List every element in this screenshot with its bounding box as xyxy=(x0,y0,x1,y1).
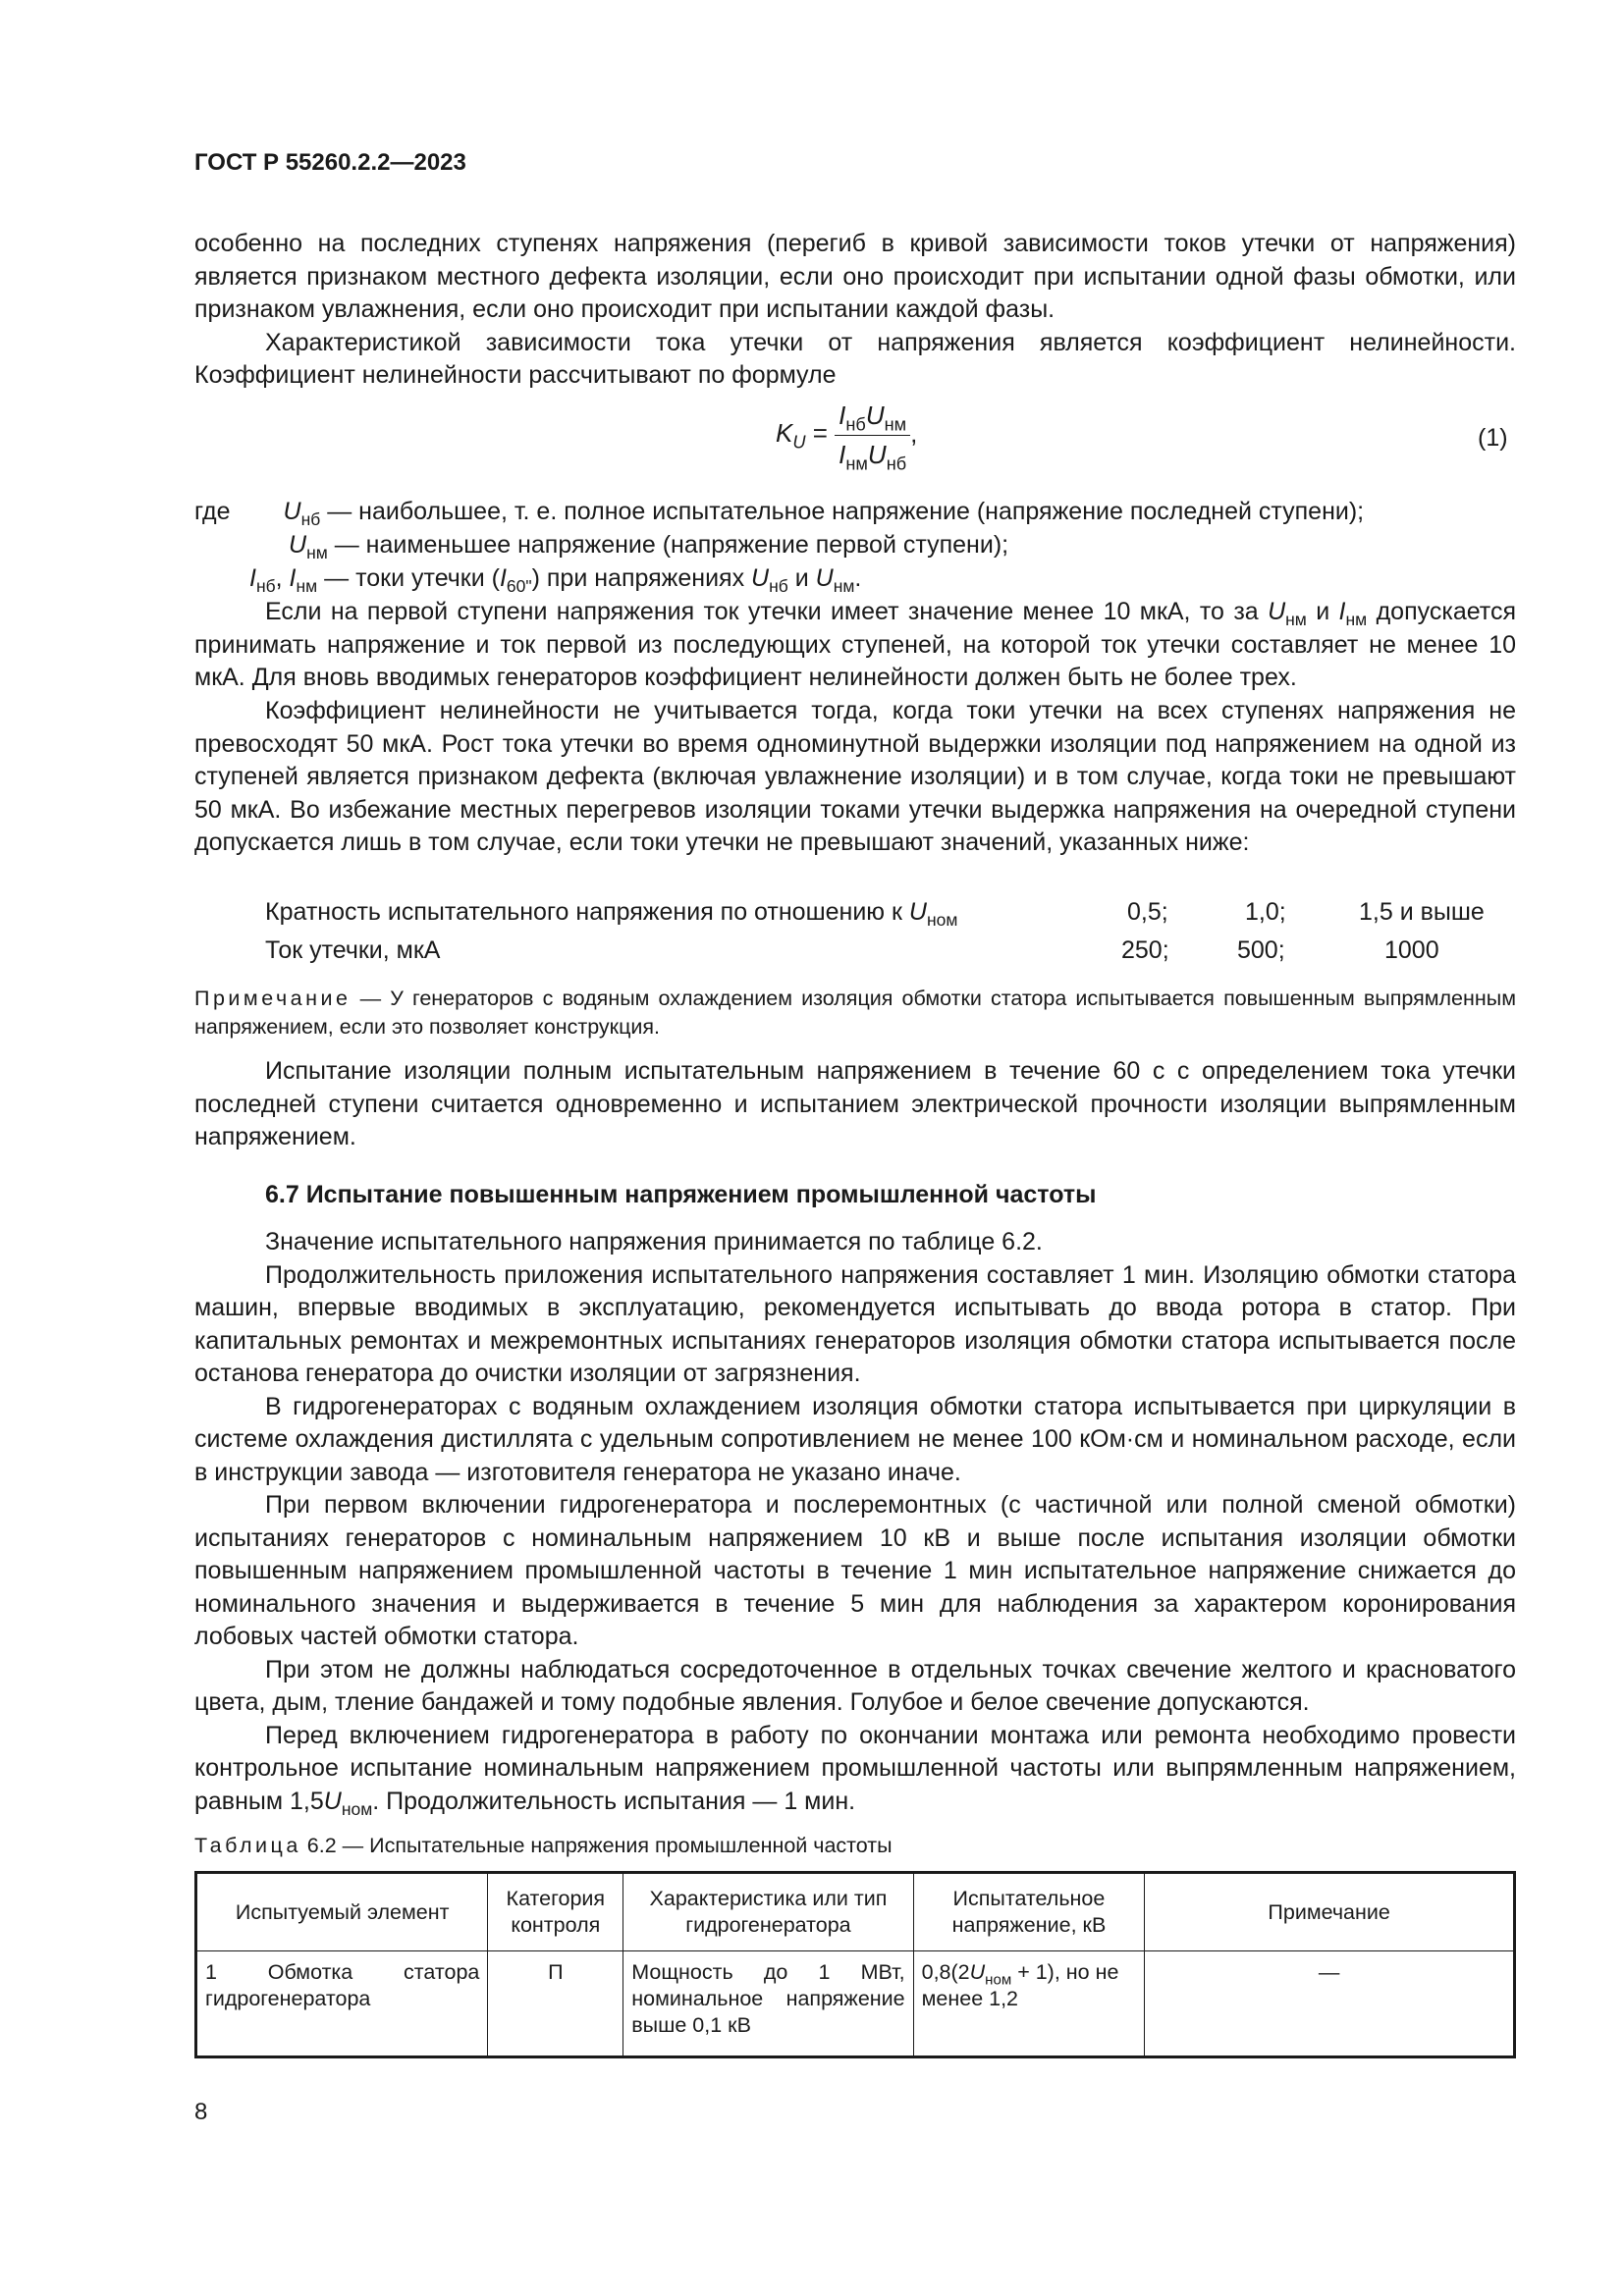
paragraph-5: Испытание изоляции полным испытательным напряжением в течение 60 с с определением тока утечки последней ступени считается одновременно и испытанием электрической прочности изоляции выпрямленным напряжением. xyxy=(194,1057,1516,1150)
section-para-5: При этом не должны наблюдаться сосредоточенное в отдельных точках свечение желтого и красноватого цвета, дым, тление бандажей и тому подобные явления. Голубое и белое свечение допускаются. xyxy=(194,1655,1516,1716)
header-voltage: Испытательное напряжение, кВ xyxy=(913,1873,1145,1951)
where-row-1: где $U_{нб}$ — наибольшее, т. е. полное испытательное напряжение (напряжение последней ступени); xyxy=(194,498,1365,530)
header-characteristic: Характеристика или тип гидрогенератора xyxy=(623,1873,913,1951)
section-para-4: При первом включении гидрогенератора и послеремонтных (с частичной или полной сменой обмотки) испытаниях генераторов с номинальным напряжением 10 кВ и выше после испытания изоляции обмотки повышенным напряжением промышленной частоты в течение 1 мин испытательное напряжение снижается до номинального значения и выдерживается в течение 5 мин для наблюдения за характером коронирования лобовых частей обмотки статора. xyxy=(194,1491,1516,1650)
note-block xyxy=(194,985,1516,1041)
section-para-1: Значение испытательного напряжения принимается по таблице 6.2. xyxy=(265,1228,1043,1255)
header-note: Примечание xyxy=(1145,1873,1515,1951)
ratio-row-1-value-2: 1,0; xyxy=(1245,898,1286,926)
header-category: Категория контроля xyxy=(488,1873,623,1951)
section-para-6: Перед включением гидрогенератора в работу по окончании монтажа или ремонта необходимо провести контрольное испытание номинальным напряжением промышленной частоты или выпрямленным напряжением, равным $1,5U_{ном}$. Продолжительность испытания — 1 мин. xyxy=(194,1721,1516,1819)
formula-number: (1) xyxy=(1478,424,1508,452)
cell-element: 1 Обмотка статора гидрогенератора xyxy=(196,1951,488,2057)
paragraph-1: особенно на последних ступенях напряжения (перегиб в кривой зависимости токов утечки от напряжения) является признаком местного дефекта изоляции, если оно происходит при испытании одной фазы обмотки, или признаком увлажнения, если оно происходит при испытании каждой фазы. Характеристикой зависимости тока утечки от напряжения является коэффициент нелинейности. Коэффициент нелинейности рассчитывают по формуле xyxy=(194,228,1516,393)
ratio-row-2-value-2: 500; xyxy=(1237,936,1285,964)
ratio-row-2-value-3: 1000 xyxy=(1384,936,1439,964)
formula-lhs: $K_U$ = xyxy=(776,418,836,453)
cell-category: П xyxy=(488,1951,623,2057)
cell-note: — xyxy=(1145,1951,1515,2057)
note-text: — У генераторов с водяным охлаждением изоляция обмотки статора испытывается повышенным выпрямленным напряжением, если это позволяет конструкция. xyxy=(194,987,1516,1039)
formula-numerator: $I_{нб}U_{нм}$ xyxy=(835,400,910,436)
ratio-row-1-value-3: 1,5 и выше xyxy=(1359,898,1485,926)
formula-denominator: $I_{нм}U_{нб}$ xyxy=(839,440,907,474)
ratio-row-2-value-1: 250; xyxy=(1121,936,1169,964)
table-caption: Таблица 6.2 — Испытательные напряжения промышленной частоты xyxy=(194,1834,893,1857)
section-para-2: Продолжительность приложения испытательного напряжения составляет 1 мин. Изоляцию обмотки статора машин, впервые вводимых в эксплуатацию, рекомендуется испытывать до ввода ротора в статор. При капитальных ремонтах и межремонтных испытаниях генераторов изоляция обмотки статора испытывается после останова генератора до очистки изоляции от загрязнения. xyxy=(194,1260,1516,1387)
note-label: Примечание xyxy=(194,987,352,1010)
formula-nonlinearity: $K_U$ = $\frac{I_{нб}U_{нм}}{I_{нм}U_{нб}}$ , xyxy=(776,400,918,474)
section-body xyxy=(194,1226,1516,1818)
table-header-row xyxy=(196,1873,1515,1951)
ratio-row-1-value-1: 0,5; xyxy=(1127,898,1168,926)
header-element: Испытуемый элемент xyxy=(196,1873,488,1951)
section-para-3: В гидрогенераторах с водяным охлаждением изоляция обмотки статора испытывается при циркуляции в системе охлаждения дистиллята с удельным сопротивлением не менее 100 кОм·см и номинальном расходе, если в инструкции завода — изготовителя генератора не указано иначе. xyxy=(194,1392,1516,1486)
table-row xyxy=(196,1951,1515,2057)
paragraph-2: Характеристикой зависимости тока утечки от напряжения является коэффициент нелинейности. Коэффициент нелинейности рассчитывают по формуле xyxy=(194,328,1516,389)
page-number: 8 xyxy=(194,2099,208,2125)
where-row-2: $U_{нм}$ — наименьшее напряжение (напряжение первой ступени); xyxy=(289,531,1009,563)
paragraph-4: Коэффициент нелинейности не учитывается тогда, когда токи утечки на всех ступенях напряжения не превосходят 50 мкА. Рост тока утечки во время одноминутной выдержки изоляции под напряжением на одной из ступеней является признаком дефекта (включая увлажнение изоляции) и в том случае, когда токи не превышают 50 мкА. Во избежание местных перегревов изоляции токами утечки выдержка напряжения на очередной ступени допускается лишь в том случае, если токи утечки не превышают значений, указанных ниже: xyxy=(194,697,1516,856)
ratio-row-2-label: Ток утечки, мкА xyxy=(265,936,441,964)
cell-characteristic: Мощность до 1 МВт, номинальное напряжение выше 0,1 кВ xyxy=(623,1951,913,2057)
where-row-3: $I_{нб}$, $I_{нм}$ — токи утечки $(I_{60"})$ при напряжениях $U_{нб}$ и $U_{нм}$. xyxy=(249,564,862,597)
paragraph-3: Если на первой ступени напряжения ток утечки имеет значение менее 10 мкА, то за $U_{нм}$ и $I_{нм}$ допускается принимать напряжение и ток первой из последующих ступеней, на которой ток утечки составляет не менее 10 мкА. Для вновь вводимых генераторов коэффициент нелинейности должен быть не более трех. xyxy=(194,598,1516,691)
test-voltage-table xyxy=(194,1871,1516,2058)
section-title: 6.7 Испытание повышенным напряжением промышленной частоты xyxy=(265,1181,1097,1208)
ratio-row-1-label: Кратность испытательного напряжения по отношению к $U_{ном}$ xyxy=(265,898,958,931)
standard-header: ГОСТ Р 55260.2.2—2023 xyxy=(194,149,466,176)
cell-voltage: $0,8(2U_{ном} + 1)$, но не менее 1,2 xyxy=(913,1951,1145,2057)
